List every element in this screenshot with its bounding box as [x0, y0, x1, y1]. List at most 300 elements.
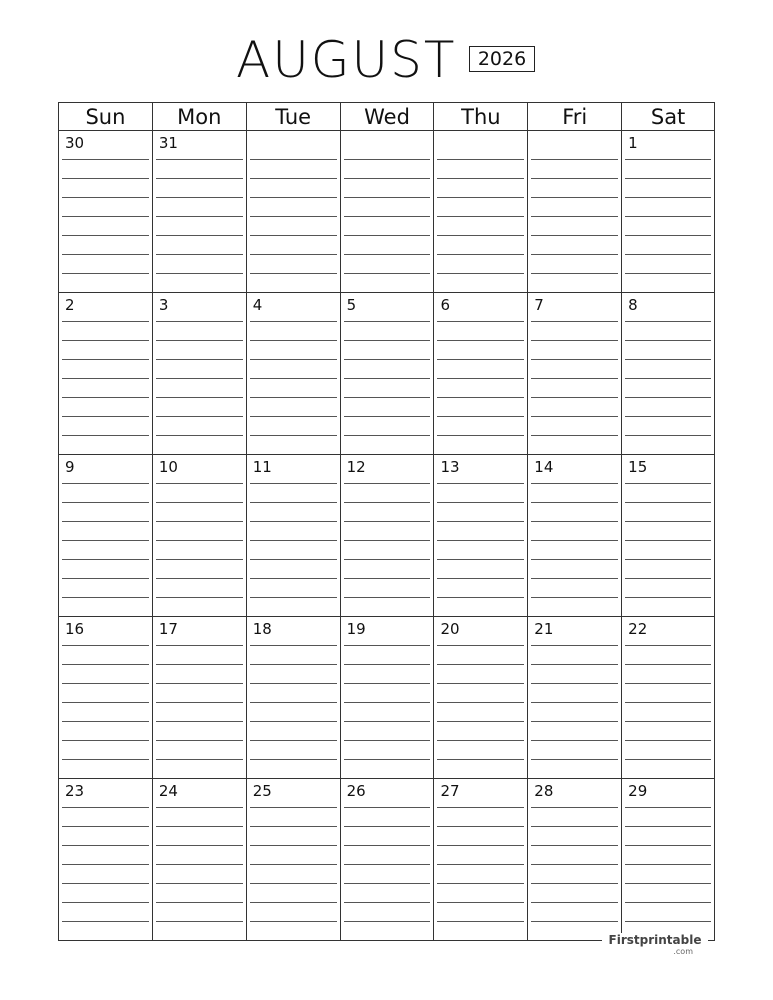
writing-line: [437, 807, 524, 808]
writing-line: [250, 397, 337, 398]
writing-line: [156, 159, 243, 160]
writing-line: [344, 578, 431, 579]
day-cell[interactable]: [153, 455, 247, 617]
writing-line: [156, 521, 243, 522]
day-cell[interactable]: [434, 293, 528, 455]
day-number: 11: [252, 458, 272, 476]
day-cell[interactable]: [341, 617, 435, 779]
writing-line: [531, 378, 618, 379]
writing-line: [437, 578, 524, 579]
writing-line: [156, 340, 243, 341]
writing-line: [531, 235, 618, 236]
writing-line: [531, 578, 618, 579]
day-cell[interactable]: [341, 293, 435, 455]
weekday-fri: Fri: [528, 103, 622, 131]
day-cell[interactable]: [434, 131, 528, 293]
writing-line: [156, 254, 243, 255]
day-cell[interactable]: [528, 293, 622, 455]
writing-line: [625, 340, 711, 341]
writing-line: [625, 683, 711, 684]
writing-line: [437, 178, 524, 179]
writing-line: [625, 483, 711, 484]
writing-line: [62, 359, 149, 360]
writing-line: [531, 845, 618, 846]
writing-line: [62, 340, 149, 341]
writing-line: [62, 378, 149, 379]
writing-line: [250, 416, 337, 417]
writing-line: [156, 397, 243, 398]
writing-line: [437, 254, 524, 255]
writing-line: [344, 235, 431, 236]
writing-line: [156, 645, 243, 646]
writing-line: [625, 883, 711, 884]
writing-line: [344, 159, 431, 160]
writing-line: [437, 483, 524, 484]
writing-line: [250, 321, 337, 322]
writing-line: [625, 597, 711, 598]
writing-line: [344, 416, 431, 417]
writing-line: [625, 759, 711, 760]
writing-line: [250, 645, 337, 646]
writing-line: [531, 254, 618, 255]
writing-line: [625, 740, 711, 741]
writing-line: [625, 902, 711, 903]
writing-line: [437, 416, 524, 417]
writing-line: [156, 559, 243, 560]
writing-line: [156, 235, 243, 236]
weekday-header-row: [59, 103, 715, 131]
writing-line: [156, 483, 243, 484]
writing-line: [625, 578, 711, 579]
writing-line: [344, 340, 431, 341]
writing-line: [156, 721, 243, 722]
writing-line: [344, 740, 431, 741]
brand-name: Firstprintable: [608, 933, 702, 947]
day-cell[interactable]: [528, 779, 622, 941]
day-number: 7: [534, 296, 544, 314]
day-cell[interactable]: [528, 617, 622, 779]
writing-line: [250, 807, 337, 808]
writing-line: [625, 321, 711, 322]
writing-line: [250, 521, 337, 522]
writing-line: [344, 521, 431, 522]
writing-line: [62, 864, 149, 865]
writing-line: [62, 578, 149, 579]
writing-line: [62, 197, 149, 198]
writing-line: [156, 216, 243, 217]
writing-line: [437, 273, 524, 274]
writing-line: [625, 807, 711, 808]
writing-line: [250, 597, 337, 598]
writing-line: [250, 902, 337, 903]
writing-line: [250, 197, 337, 198]
writing-line: [250, 483, 337, 484]
writing-line: [156, 883, 243, 884]
writing-line: [531, 416, 618, 417]
day-number: 14: [534, 458, 554, 476]
writing-line: [250, 921, 337, 922]
writing-line: [250, 702, 337, 703]
day-number: 2: [65, 296, 75, 314]
weekday-sun: Sun: [59, 103, 153, 131]
calendar-grid: [58, 102, 715, 941]
day-cell[interactable]: [434, 779, 528, 941]
day-cell[interactable]: [153, 293, 247, 455]
writing-line: [625, 921, 711, 922]
writing-line: [250, 759, 337, 760]
writing-line: [344, 921, 431, 922]
day-number: 10: [158, 458, 178, 476]
week-row: [59, 617, 715, 779]
writing-line: [437, 502, 524, 503]
weekday-mon: Mon: [153, 103, 247, 131]
writing-line: [625, 359, 711, 360]
writing-line: [344, 540, 431, 541]
writing-line: [437, 826, 524, 827]
day-cell[interactable]: [153, 779, 247, 941]
writing-line: [62, 521, 149, 522]
day-cell[interactable]: [247, 617, 341, 779]
writing-line: [344, 807, 431, 808]
day-cell[interactable]: [247, 455, 341, 617]
writing-line: [156, 664, 243, 665]
writing-line: [250, 883, 337, 884]
writing-line: [344, 178, 431, 179]
writing-line: [531, 359, 618, 360]
day-number: 1: [628, 134, 638, 152]
writing-line: [250, 502, 337, 503]
writing-line: [625, 721, 711, 722]
writing-line: [625, 521, 711, 522]
writing-line: [531, 340, 618, 341]
writing-line: [156, 597, 243, 598]
day-cell[interactable]: [622, 617, 715, 779]
writing-line: [62, 483, 149, 484]
writing-line: [344, 502, 431, 503]
week-row: [59, 779, 715, 941]
day-cell[interactable]: [528, 455, 622, 617]
day-number: 30: [65, 134, 85, 152]
writing-line: [62, 435, 149, 436]
writing-line: [62, 235, 149, 236]
day-cell[interactable]: [153, 131, 247, 293]
writing-line: [156, 197, 243, 198]
writing-line: [156, 740, 243, 741]
day-number: 17: [158, 620, 178, 638]
calendar-header: [0, 30, 773, 90]
writing-line: [531, 559, 618, 560]
writing-line: [250, 578, 337, 579]
writing-line: [437, 340, 524, 341]
day-number: 26: [346, 782, 366, 800]
brand-suffix: .com: [673, 947, 693, 956]
writing-line: [625, 645, 711, 646]
writing-line: [531, 921, 618, 922]
writing-line: [437, 540, 524, 541]
writing-line: [156, 578, 243, 579]
day-cell[interactable]: [622, 779, 715, 941]
writing-line: [62, 845, 149, 846]
writing-line: [531, 321, 618, 322]
writing-line: [156, 321, 243, 322]
writing-line: [437, 159, 524, 160]
calendar-weeks: [59, 131, 715, 941]
day-number: 15: [628, 458, 648, 476]
writing-line: [344, 645, 431, 646]
writing-line: [625, 216, 711, 217]
writing-line: [625, 416, 711, 417]
day-cell[interactable]: [434, 617, 528, 779]
day-cell[interactable]: [59, 455, 153, 617]
writing-line: [250, 340, 337, 341]
writing-line: [156, 378, 243, 379]
writing-line: [250, 845, 337, 846]
day-number: 12: [346, 458, 366, 476]
writing-line: [625, 197, 711, 198]
writing-line: [344, 321, 431, 322]
writing-line: [437, 521, 524, 522]
writing-line: [437, 683, 524, 684]
writing-line: [156, 178, 243, 179]
writing-line: [531, 826, 618, 827]
day-cell[interactable]: [153, 617, 247, 779]
writing-line: [344, 664, 431, 665]
day-number: 25: [252, 782, 272, 800]
writing-line: [625, 435, 711, 436]
writing-line: [250, 235, 337, 236]
writing-line: [531, 864, 618, 865]
writing-line: [531, 216, 618, 217]
writing-line: [250, 178, 337, 179]
writing-line: [62, 397, 149, 398]
writing-line: [62, 254, 149, 255]
day-number: 18: [252, 620, 272, 638]
writing-line: [531, 521, 618, 522]
writing-line: [62, 826, 149, 827]
writing-line: [62, 273, 149, 274]
writing-line: [531, 721, 618, 722]
weekday-tue: Tue: [247, 103, 341, 131]
writing-line: [156, 702, 243, 703]
week-row: [59, 455, 715, 617]
day-number: 3: [158, 296, 169, 314]
writing-line: [62, 416, 149, 417]
writing-line: [437, 597, 524, 598]
day-number: 13: [440, 458, 460, 476]
writing-line: [625, 254, 711, 255]
day-cell[interactable]: [622, 293, 715, 455]
day-number: 31: [158, 134, 178, 152]
week-row: [59, 293, 715, 455]
writing-line: [344, 559, 431, 560]
writing-line: [437, 559, 524, 560]
writing-line: [531, 502, 618, 503]
writing-line: [437, 321, 524, 322]
month-title: AUGUST: [236, 31, 457, 89]
day-number: 6: [440, 296, 450, 314]
writing-line: [344, 359, 431, 360]
writing-line: [625, 540, 711, 541]
writing-line: [437, 864, 524, 865]
writing-line: [156, 864, 243, 865]
day-cell[interactable]: [341, 779, 435, 941]
day-cell[interactable]: [247, 779, 341, 941]
writing-line: [156, 540, 243, 541]
writing-line: [250, 683, 337, 684]
writing-line: [62, 902, 149, 903]
writing-line: [156, 273, 243, 274]
brand-logo: [602, 933, 708, 956]
day-number: 29: [628, 782, 648, 800]
writing-line: [62, 759, 149, 760]
writing-line: [250, 378, 337, 379]
writing-line: [531, 159, 618, 160]
writing-line: [344, 273, 431, 274]
writing-line: [156, 902, 243, 903]
day-number: 9: [65, 458, 75, 476]
day-number: 21: [534, 620, 554, 638]
day-cell[interactable]: [622, 131, 715, 293]
writing-line: [531, 883, 618, 884]
weekday-thu: Thu: [434, 103, 528, 131]
writing-line: [250, 664, 337, 665]
writing-line: [250, 254, 337, 255]
day-number: 24: [158, 782, 178, 800]
writing-line: [437, 216, 524, 217]
writing-line: [344, 597, 431, 598]
writing-line: [250, 740, 337, 741]
writing-line: [344, 721, 431, 722]
writing-line: [531, 702, 618, 703]
writing-line: [62, 645, 149, 646]
day-cell[interactable]: [528, 131, 622, 293]
writing-line: [62, 502, 149, 503]
writing-line: [344, 197, 431, 198]
writing-line: [531, 645, 618, 646]
day-cell[interactable]: [341, 131, 435, 293]
writing-line: [625, 397, 711, 398]
writing-line: [156, 759, 243, 760]
writing-line: [437, 197, 524, 198]
writing-line: [344, 864, 431, 865]
writing-line: [156, 502, 243, 503]
writing-line: [250, 540, 337, 541]
weekday-sat: Sat: [622, 103, 715, 131]
writing-line: [250, 721, 337, 722]
writing-line: [344, 397, 431, 398]
writing-line: [250, 559, 337, 560]
writing-line: [437, 921, 524, 922]
day-number: 28: [534, 782, 554, 800]
writing-line: [250, 864, 337, 865]
day-cell[interactable]: [59, 779, 153, 941]
writing-line: [531, 197, 618, 198]
day-number: 8: [628, 296, 638, 314]
day-cell[interactable]: [59, 617, 153, 779]
writing-line: [437, 235, 524, 236]
writing-line: [437, 740, 524, 741]
writing-line: [625, 845, 711, 846]
writing-line: [250, 159, 337, 160]
day-cell[interactable]: [247, 131, 341, 293]
day-number: 5: [346, 296, 357, 314]
writing-line: [531, 807, 618, 808]
writing-line: [344, 683, 431, 684]
writing-line: [437, 645, 524, 646]
day-cell[interactable]: [341, 455, 435, 617]
writing-line: [437, 435, 524, 436]
writing-line: [62, 683, 149, 684]
writing-line: [437, 664, 524, 665]
writing-line: [531, 178, 618, 179]
writing-line: [344, 483, 431, 484]
writing-line: [156, 826, 243, 827]
writing-line: [437, 721, 524, 722]
writing-line: [250, 216, 337, 217]
day-number: 23: [65, 782, 85, 800]
writing-line: [250, 826, 337, 827]
writing-line: [625, 273, 711, 274]
writing-line: [62, 721, 149, 722]
day-cell[interactable]: [622, 455, 715, 617]
writing-line: [437, 359, 524, 360]
day-cell[interactable]: [434, 455, 528, 617]
writing-line: [625, 159, 711, 160]
writing-line: [625, 702, 711, 703]
writing-line: [62, 559, 149, 560]
writing-line: [531, 397, 618, 398]
writing-line: [531, 273, 618, 274]
writing-line: [62, 740, 149, 741]
writing-line: [437, 702, 524, 703]
writing-line: [156, 921, 243, 922]
writing-line: [531, 683, 618, 684]
writing-line: [62, 883, 149, 884]
writing-line: [156, 683, 243, 684]
year-box: 2026: [469, 46, 535, 72]
writing-line: [625, 235, 711, 236]
day-cell[interactable]: [59, 131, 153, 293]
writing-line: [156, 807, 243, 808]
writing-line: [62, 702, 149, 703]
writing-line: [344, 902, 431, 903]
writing-line: [62, 540, 149, 541]
writing-line: [344, 702, 431, 703]
writing-line: [156, 416, 243, 417]
writing-line: [156, 435, 243, 436]
writing-line: [344, 759, 431, 760]
day-cell[interactable]: [247, 293, 341, 455]
writing-line: [531, 664, 618, 665]
writing-line: [625, 826, 711, 827]
day-cell[interactable]: [59, 293, 153, 455]
writing-line: [344, 845, 431, 846]
writing-line: [531, 540, 618, 541]
writing-line: [156, 845, 243, 846]
writing-line: [344, 378, 431, 379]
writing-line: [437, 845, 524, 846]
writing-line: [62, 807, 149, 808]
writing-line: [344, 826, 431, 827]
writing-line: [62, 216, 149, 217]
writing-line: [437, 378, 524, 379]
writing-line: [437, 902, 524, 903]
writing-line: [250, 435, 337, 436]
writing-line: [625, 664, 711, 665]
writing-line: [62, 921, 149, 922]
writing-line: [531, 759, 618, 760]
writing-line: [250, 359, 337, 360]
